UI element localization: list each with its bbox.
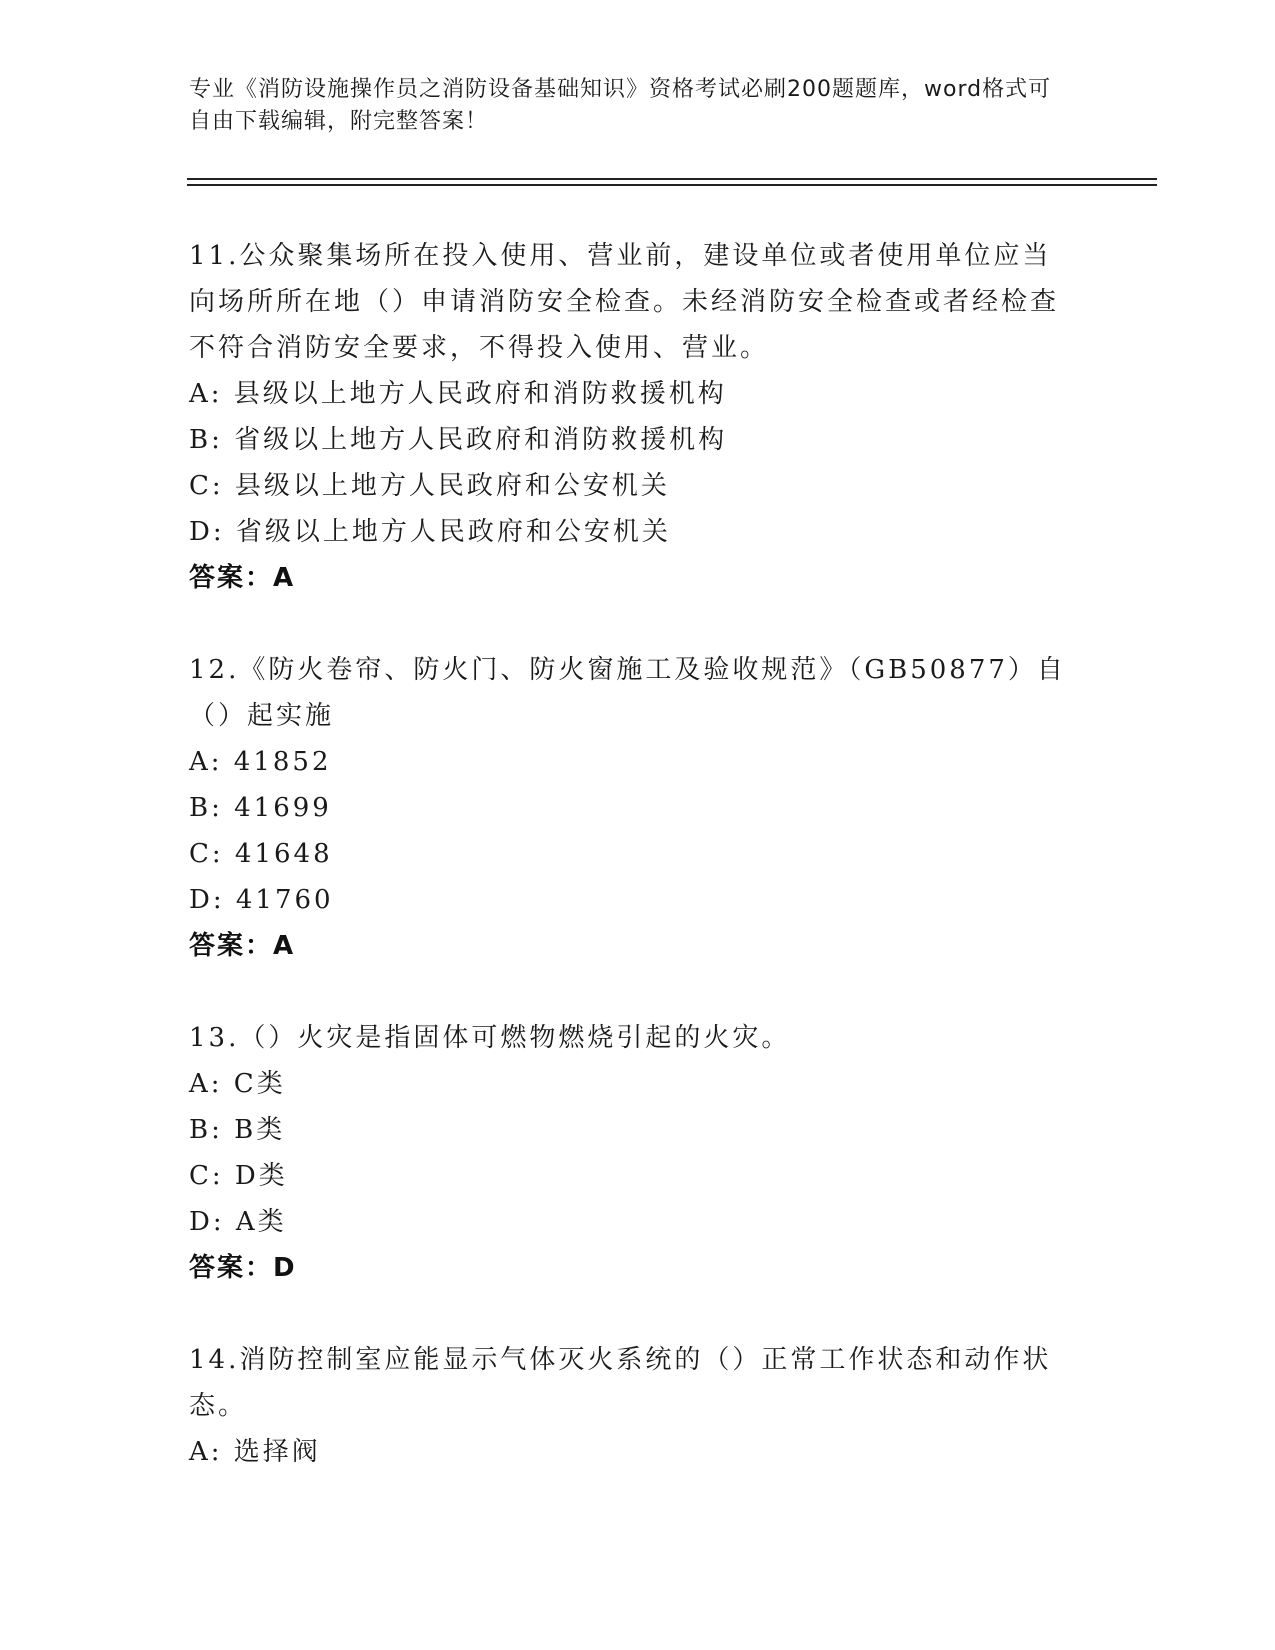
- answer-line: 答案：D: [189, 1253, 297, 1283]
- option-a: A: 选择阀: [189, 1437, 321, 1467]
- option-c: C: D类: [189, 1161, 288, 1191]
- option-b: B: B类: [189, 1115, 286, 1145]
- question-item: [189, 1337, 1089, 1475]
- option-d: D: 省级以上地方人民政府和公安机关: [189, 517, 671, 547]
- question-stem: 13.（）火灾是指固体可燃物燃烧引起的火灾。: [189, 1023, 791, 1053]
- option-b: B: 41699: [189, 793, 332, 823]
- header-intro-text: 专业《消防设施操作员之消防设备基础知识》资格考试必刷200题题库，word格式可自由下载编辑，附完整答案！: [189, 77, 1052, 134]
- question-item: [189, 233, 1089, 601]
- question-stem: 11.公众聚集场所在投入使用、营业前，建设单位或者使用单位应当向场所所在地（）申请消防安全检查。未经消防安全检查或者经检查不符合消防安全要求，不得投入使用、营业。: [189, 241, 1060, 363]
- question-list: [189, 233, 1089, 1521]
- option-a: A: C类: [189, 1069, 286, 1099]
- option-d: D: A类: [189, 1207, 287, 1237]
- header-divider-bottom: [187, 184, 1157, 186]
- question-item: [189, 1015, 1089, 1291]
- option-d: D: 41760: [189, 885, 334, 915]
- option-c: C: 县级以上地方人民政府和公安机关: [189, 471, 670, 501]
- answer-line: 答案：A: [189, 563, 296, 593]
- answer-line: 答案：A: [189, 931, 296, 961]
- option-c: C: 41648: [189, 839, 333, 869]
- question-item: [189, 647, 1089, 969]
- document-header: [189, 74, 1069, 138]
- option-a: A: 县级以上地方人民政府和消防救援机构: [189, 379, 727, 409]
- question-stem: 14.消防控制室应能显示气体灭火系统的（）正常工作状态和动作状态。: [189, 1345, 1052, 1421]
- header-divider-top: [187, 178, 1157, 180]
- question-stem: 12.《防火卷帘、防火门、防火窗施工及验收规范》（GB50877）自（）起实施: [189, 655, 1066, 731]
- option-a: A: 41852: [189, 747, 332, 777]
- option-b: B: 省级以上地方人民政府和消防救援机构: [189, 425, 728, 455]
